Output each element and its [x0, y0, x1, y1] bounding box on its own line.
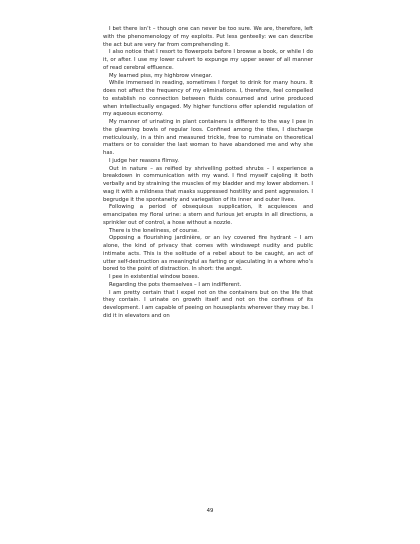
- paragraph: Regarding the pots themselves – I am indifferent.: [109, 281, 242, 288]
- paragraph: Out in nature – as reified by shrivelling potted shrubs – I experience a breakdown in communication with my wand. I find myself cajoling it both verbally and by straining the muscles of my bladder and my lower abdomen. I wag it with a mildness that masks suppressed hostility and pent aggression. I begrudge it the spontaneity and variegation of its inner and outer lives.: [103, 165, 313, 203]
- paragraph: I bet there isn’t – though one can never be too sure. We are, therefore, left with the phenomenology of my exploits. Put less genteelly: we can describe the act but are very far from comprehending it.: [103, 26, 313, 48]
- paragraph: I am pretty certain that I expel not on the containers but on the life that they contain. I urinate on growth itself and not on the confines of its development. I am capable of peeing on houseplants wherever they may be. I did it in elevators and on: [103, 289, 313, 319]
- paragraph: I also notice that I resort to flowerpots before I browse a book, or while I do it, or after. I use my lower culvert to expunge my upper sewer of all manner of read cerebral effluence.: [103, 49, 313, 71]
- paragraph: I judge her reasons flimsy.: [109, 157, 179, 164]
- paragraph: I pee in existential window boxes.: [109, 274, 200, 280]
- paragraph: Following a period of obsequious supplication, it acquiesces and emancipates my floral urine: a stern and furious jet erupts in all directions, a sprinkler out of control, a hose without a nozzle.: [103, 204, 313, 226]
- body-text: [103, 26, 313, 321]
- paragraph: There is the loneliness, of course.: [109, 227, 199, 234]
- page-number: 49: [206, 508, 214, 514]
- paragraph: My manner of urinating in plant containers is different to the way I pee in the gleaming bowls of regular loos. Confined among the tiles, I discharge meticulously, in a thin and measured trickle, free to ruminate on theoretical matters or to consider the last woman to have abandoned me and why she has.: [103, 119, 313, 156]
- paragraph: My learned piss, my highbrow vinegar.: [109, 72, 213, 79]
- paragraph: While immersed in reading, sometimes I forget to drink for many hours. It does not affect the frequency of my eliminations. I, therefore, feel compelled to establish no connection between fluids consumed and urine produced when intellectually engaged. My higher functions offer splendid regulation of my aqueous economy.: [103, 80, 313, 118]
- paragraph: Opposing a flourishing jardinière, or an ivy covered fire hydrant – I am alone, the kind of privacy that comes with windswept nudity and public intimate acts. This is the solitude of a rebel about to be caught, an act of utter self-destruction as meaningful as farting or ejaculating in a whore who’s bored to the point of distraction. In short: the angst.: [103, 235, 313, 273]
